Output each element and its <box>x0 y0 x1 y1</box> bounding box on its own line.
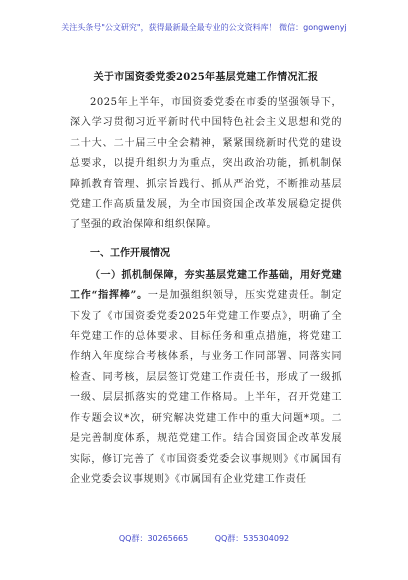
footer <box>0 533 408 544</box>
footer-qq-group-1: QQ群：30265665 <box>118 534 189 543</box>
footer-qq-group-2: QQ群：535304092 <box>214 534 290 543</box>
subsection-paragraph <box>70 266 342 490</box>
document-title: 关于市国资委党委2025年基层党建工作情况汇报 <box>93 72 319 83</box>
header-notice: 关注头条号"公文研究"，获得最新最全最专业的公文资料库！ 微信：gongwenyj <box>61 23 347 32</box>
document-body <box>70 68 342 490</box>
subsection-body: 一是加强组织领导，压实党建责任。制定下发了《市国资委党委2025年党建工作要点》，明确了全年党建工作的总体要求、目标任务和重点措施，将党建工作纳入年度综合考核体系，与业务工作同部署、同落实同检查、同考核，层层签订党建工作责任书，形成了一级抓一级、层层抓落实的党建工作格局。上半年，召开党建工作专题会议*次，研究解决党建工作中的重大问题*项。二是完善制度体系，规范党建工作。结合国资国企改革发展实际，修订完善了《市国资委党委会议事规则》《市属国有企业党委会议事规则》《市属国有企业党建工作责任 <box>70 290 342 485</box>
intro-paragraph: 2025年上半年，市国资委党委在市委的坚强领导下，深入学习贯彻习近平新时代中国特色社会主义思想和党的二十大、二十届三中全会精神，紧紧围绕新时代党的建设总要求，以提升组织力为重点，突出政治功能，抓机制保障抓教育管理、抓宗旨践行、抓从严治党，不断推动基层党建工作高质量发展，为全市国资国企改革发展稳定提供了坚强的政治保障和组织保障。 <box>70 97 342 231</box>
section-heading: 一、工作开展情况 <box>90 247 170 259</box>
subsection-lead: （一）抓机制保障，夯实基层党建工作基础，用好党建工作“指挥棒”。 <box>70 269 342 302</box>
